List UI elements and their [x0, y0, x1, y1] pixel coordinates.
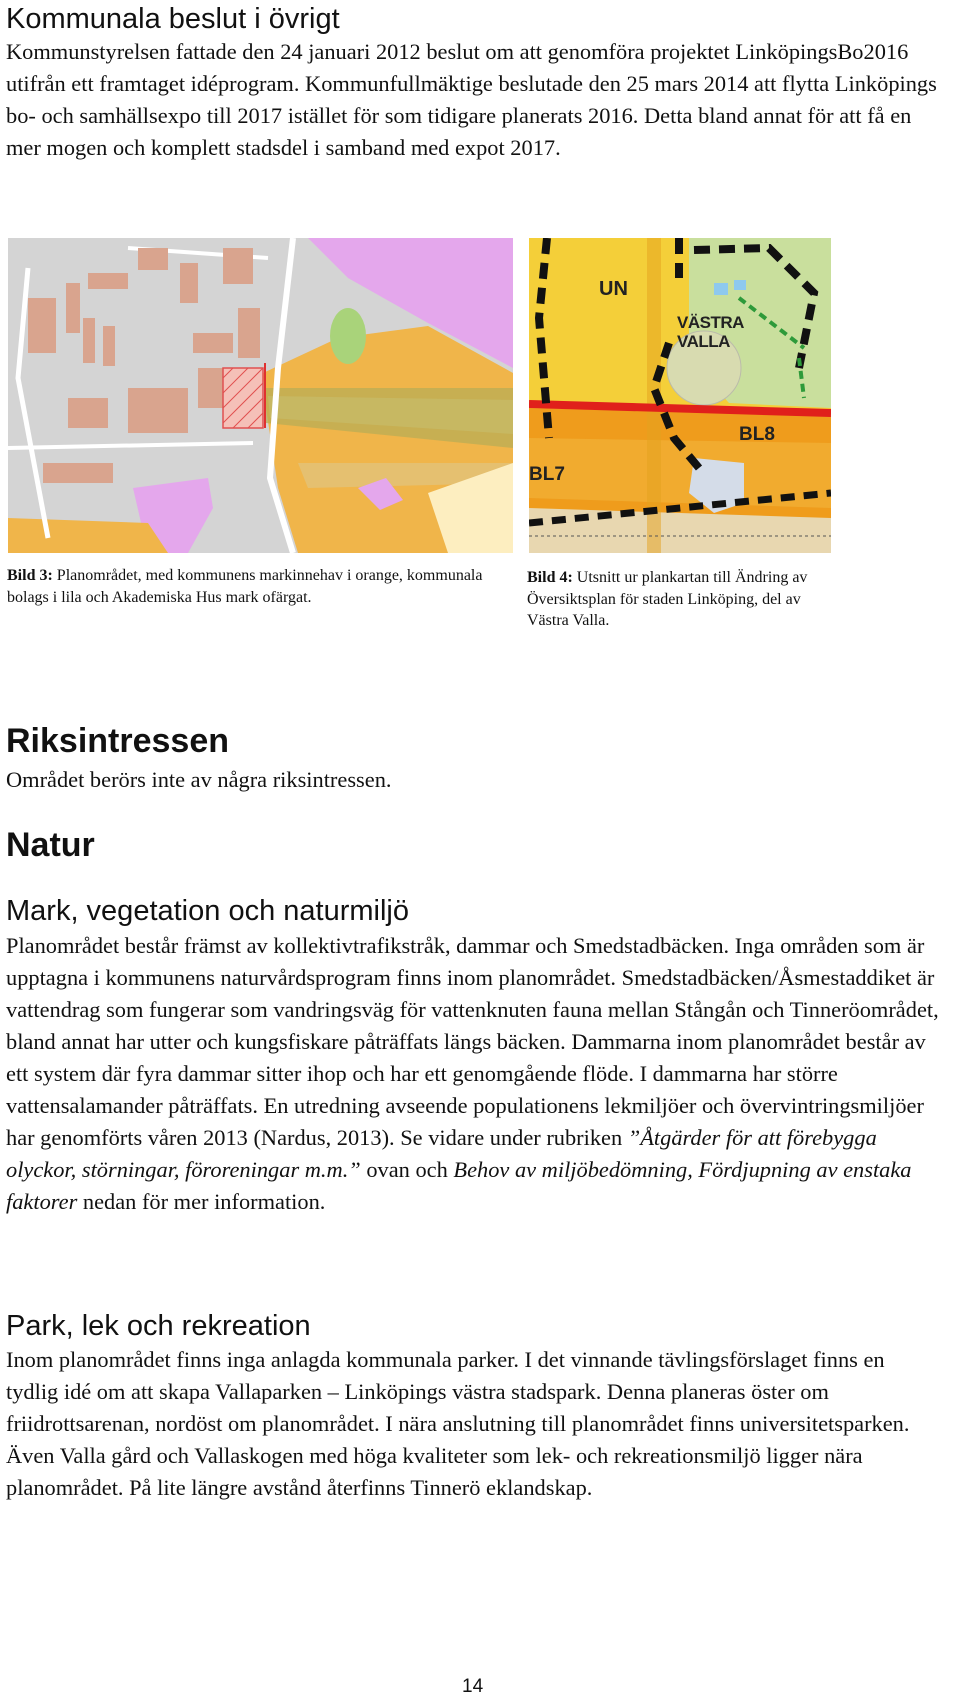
- heading-park-lek: Park, lek och rekreation: [6, 1310, 311, 1342]
- caption-bild-3: [7, 565, 487, 608]
- paragraph-mark-italic1: ”Åtgärder för att förebygga olyckor, störningar, föroreningar m.m.”: [6, 1125, 877, 1182]
- map-label-bl7: BL7: [529, 464, 565, 485]
- map-planomradet: [8, 238, 513, 553]
- paragraph-mark-part1: Planområdet består främst av kollektivtrafikstråk, dammar och Smedstadbäcken. Inga områden som är upptagna i kommunens naturvårdsprogram finns inom planområdet. Smedstadbäcken/Åsmestaddiket är vattendrag som fungerar som vandringsväg för vattenknuten fauna mellan Stångån och Tinneröområdet, bland annat har utter och kungsfiskare påträffats längs bäcken. Dammarna inom planområdet består av ett system där fyra dammar sitter ihop och har ett genomgående flöde. I dammarna har större vattensalamander påträffats. En utredning avseende populationens lekmiljöer och övervintringsmiljöer har genomförts våren 2013 (Nardus, 2013). Se vidare under rubriken: [6, 933, 939, 1150]
- map-label-un: UN: [599, 278, 628, 300]
- paragraph-mark-vegetation: [6, 930, 941, 1218]
- paragraph-riksintressen: Området berörs inte av några riksintressen.: [6, 767, 392, 792]
- caption-bild-4-text: Utsnitt ur plankartan till Ändring av Översiktsplan för staden Linköping, del av Västra Valla.: [527, 569, 808, 629]
- caption-bild-3-label: Bild 3:: [7, 567, 53, 584]
- caption-bild-3-text: Planområdet, med kommunens markinnehav i orange, kommunala bolags i lila och Akademiska Hus mark ofärgat.: [7, 567, 483, 606]
- map-label-vastra: VÄSTRA: [677, 313, 744, 332]
- paragraph-mark-part3: nedan för mer information.: [77, 1189, 326, 1214]
- paragraph-park-lek: Inom planområdet finns inga anlagda kommunala parker. I det vinnande tävlingsförslaget finns en tydlig idé om att skapa Vallaparken – Linköpings västra stadspark. Denna planeras öster om friidrottsarenan, nordöst om planområdet. I nära anslutning till planområdet finns universitetsparken. Även Valla gård och Vallaskogen med höga kvaliteter som lek- och rekreationsmiljö ligger nära planområdet. På lite längre avstånd återfinns Tinnerö eklandskap.: [6, 1347, 910, 1500]
- heading-kommunala-beslut: Kommunala beslut i övrigt: [6, 3, 340, 35]
- heading-mark-vegetation: Mark, vegetation och naturmiljö: [6, 895, 409, 927]
- caption-bild-4: [527, 567, 837, 632]
- map-label-valla: VALLA: [677, 332, 730, 351]
- heading-natur: Natur: [6, 826, 95, 864]
- heading-riksintressen: Riksintressen: [6, 722, 229, 760]
- paragraph-mark-italic2: Behov av miljöbedömning, Fördjupning av enstaka faktorer: [6, 1157, 912, 1214]
- map-label-bl8: BL8: [739, 424, 775, 445]
- map-oversiktsplan: [529, 238, 831, 553]
- caption-bild-4-label: Bild 4:: [527, 569, 573, 586]
- page-number: 14: [462, 1676, 484, 1697]
- paragraph-kommunala-beslut: Kommunstyrelsen fattade den 24 januari 2012 beslut om att genomföra projektet LinköpingsBo2016 utifrån ett framtaget idéprogram. Kommunfullmäktige beslutade den 25 mars 2014 att flytta Linköpings bo- och samhällsexpo till 2017 istället för som tidigare planerats 2016. Detta bland annat för att få en mer mogen och komplett stadsdel i samband med expot 2017.: [6, 39, 937, 160]
- paragraph-mark-part2: ovan och: [360, 1157, 454, 1182]
